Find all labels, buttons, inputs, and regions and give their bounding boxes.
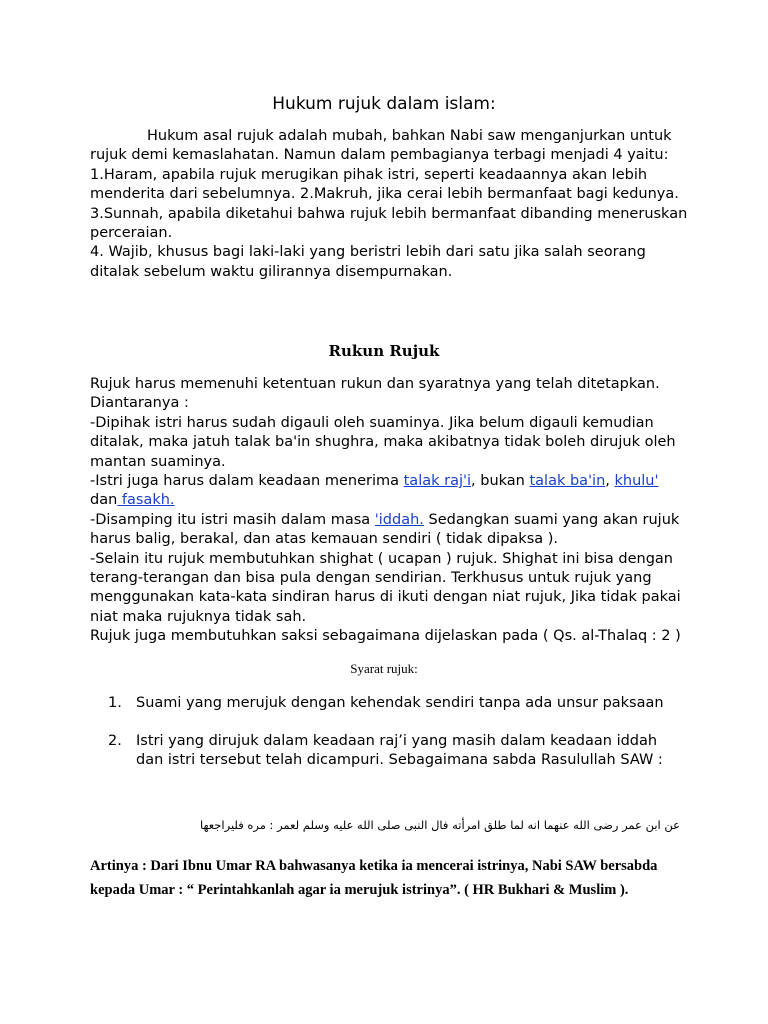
link-talak-bain[interactable]: talak ba'in <box>529 473 606 490</box>
syarat-heading: Syarat rujuk: <box>350 661 418 676</box>
rukun-masa-iddah <box>90 511 690 550</box>
ruling-haram-makruh: 1.Haram, apabila rujuk merugikan pihak istri, seperti keadaannya akan lebih menderita dari sebelumnya. 2.Makruh, jika cerai lebih bermanfaat bagi kedunya. <box>90 166 679 203</box>
list-number: 2. <box>108 733 122 749</box>
rukun-text: , bukan <box>471 473 530 490</box>
rukun-text: Sedangkan suami yang akan rujuk harus balig, berakal, dan atas kemauan sendiri ( tidak dipaksa ). <box>90 511 680 548</box>
hadith-translation: Artinya : Dari Ibnu Umar RA bahwasanya ketika ia mencerai istrinya, Nabi SAW bersabda kepada Umar : “ Perintahkanlah agar ia merujuk istrinya”. ( HR Bukhari & Muslim ). <box>90 858 658 898</box>
list-text: Istri yang dirujuk dalam keadaan raj’i yang masih dalam keadaan iddah dan istri tersebut telah dicampuri. Sebagaimana sabda Rasulullah SAW : <box>136 733 663 768</box>
syarat-list <box>108 694 668 770</box>
rukun-diantaranya: Diantaranya : <box>90 395 189 412</box>
intro-paragraph: Hukum asal rujuk adalah mubah, bahkan Nabi saw menganjurkan untuk rujuk demi kemaslahatan. Namun dalam pembagianya terbagi menjadi 4 yaitu: <box>90 128 672 164</box>
list-text: Suami yang merujuk dengan kehendak sendiri tanpa ada unsur paksaan <box>136 695 664 711</box>
link-khulu[interactable]: khulu' <box>614 473 659 490</box>
link-talak-raji[interactable]: talak raj'i <box>403 473 472 490</box>
rukun-text: -Disamping itu istri masih dalam masa <box>90 511 375 528</box>
intro-section <box>90 127 690 282</box>
list-number: 1. <box>108 695 122 711</box>
rukun-istri-menerima <box>90 472 690 511</box>
list-item <box>108 732 668 770</box>
rukun-heading: Rukun Rujuk <box>328 342 440 360</box>
list-item <box>108 694 668 713</box>
rukun-section <box>90 375 690 647</box>
ruling-wajib: 4. Wajib, khusus bagi laki-laki yang beristri lebih dari satu jika salah seorang ditalak sebelum waktu gilirannya disempurnakan. <box>90 244 646 280</box>
page-title: Hukum rujuk dalam islam: <box>272 94 496 114</box>
rukun-text: dan <box>90 492 118 509</box>
rukun-intro: Rujuk harus memenuhi ketentuan rukun dan syaratnya yang telah ditetapkan. <box>90 376 660 392</box>
rukun-text: , <box>605 473 615 490</box>
rukun-shighat: -Selain itu rujuk membutuhkan shighat ( ucapan ) rujuk. Shighat ini bisa dengan terang-terangan dan bisa pula dengan sendirian. Terkhusus untuk rujuk yang menggunakan kata-kata sindiran harus di ikuti dengan niat rujuk, Jika tidak pakai niat maka rujuknya tidak sah. <box>90 550 681 625</box>
link-iddah[interactable]: 'iddah. <box>374 511 424 528</box>
rukun-saksi: Rujuk juga membutuhkan saksi sebagaimana dijelaskan pada ( Qs. al-Thalaq : 2 ) <box>90 628 681 645</box>
rukun-text: -Istri juga harus dalam keadaan menerima <box>90 473 404 490</box>
link-fasakh[interactable]: fasakh. <box>117 492 175 509</box>
arabic-hadith: عن ابن عمر رضى الله عنهما انه لما طلق امرأته فال النبى صلى الله عليه وسلم لعمر : مره فليراجعها <box>199 818 680 832</box>
rukun-istri-digauli: -Dipihak istri harus sudah digauli oleh suaminya. Jika belum digauli kemudian ditalak, maka jatuh talak ba'in shughra, maka akibatnya tidak boleh dirujuk oleh mantan suaminya. <box>90 414 676 470</box>
ruling-sunnah: 3.Sunnah, apabila diketahui bahwa rujuk lebih bermanfaat dibanding meneruskan perceraian. <box>90 205 688 242</box>
